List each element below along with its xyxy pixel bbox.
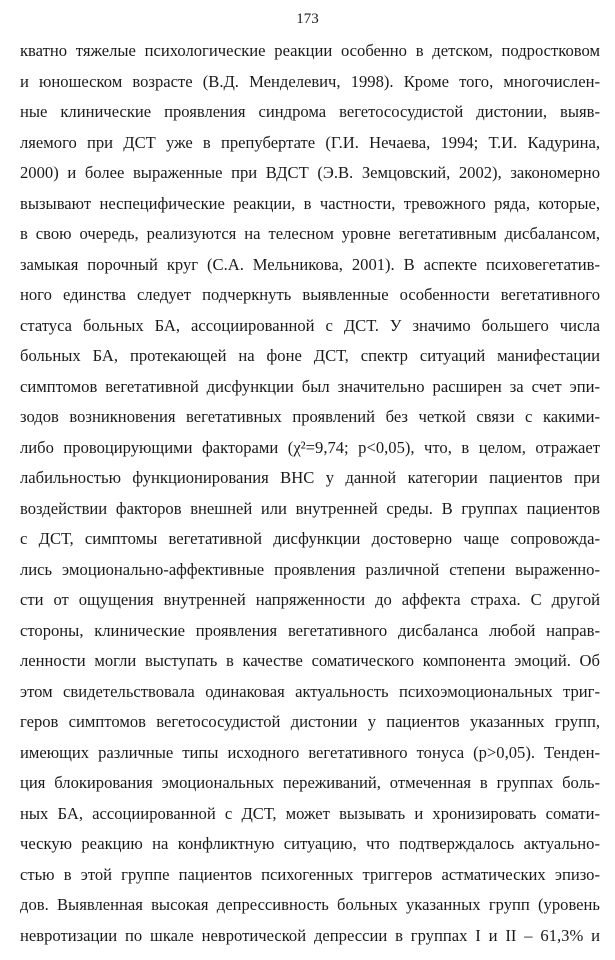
text-line: симптомов вегетативной дисфункции был значительно расширен за счет эпи- xyxy=(20,376,600,396)
text-line: ного единства следует подчеркнуть выявленные особенности вегетативного xyxy=(20,285,600,304)
text-line: в свою очередь, реализуются на телесном уровне вегетативным дисбалансом, xyxy=(20,224,600,243)
text-line: лись эмоционально-аффективные проявления различной степени выраженно- xyxy=(20,559,600,579)
text-line: зодов возникновения вегетативных проявлений без четкой связи с какими- xyxy=(20,407,600,426)
text-line: 2000) и более выраженные при ВДСТ (Э.В. Земцовский, 2002), закономерно xyxy=(20,163,600,182)
body-paragraph xyxy=(20,36,600,951)
text-line: стью в этой группе пациентов психогенных триггеров астматических эпизо- xyxy=(20,864,600,884)
text-line: ция блокирования эмоциональных переживаний, отмеченная в группах боль- xyxy=(20,773,600,792)
text-line: лабильностью функционирования ВНС у данной категории пациентов при xyxy=(20,468,600,487)
text-line: ческую реакцию на конфликтную ситуацию, что подтверждалось актуально- xyxy=(20,834,600,853)
text-line: замыкая порочный круг (С.А. Мельникова, 2001). В аспекте психовегетатив- xyxy=(20,254,600,274)
text-line: имеющих различные типы исходного вегетативного тонуса (p>0,05). Тенден- xyxy=(20,742,600,762)
text-line: стороны, клинические проявления вегетативного дисбаланса любой направ- xyxy=(20,620,600,640)
text-line: сти от ощущения внутренней напряженности до аффекта страха. С другой xyxy=(20,590,600,609)
text-line: ляемого при ДСТ уже в препубертате (Г.И. Нечаева, 1994; Т.И. Кадурина, xyxy=(20,132,600,152)
text-line: с ДСТ, симптомы вегетативной дисфункции достоверно чаще сопровожда- xyxy=(20,529,600,548)
text-line: больных БА, протекающей на фоне ДСТ, спектр ситуаций манифестации xyxy=(20,346,600,365)
text-line: ных БА, ассоциированной с ДСТ, может вызывать и хронизировать сомати- xyxy=(20,803,600,823)
text-line: воздействии факторов внешней или внутренней среды. В группах пациентов xyxy=(20,498,600,518)
text-line: невротизации по шкале невротической депрессии в группах I и II – 61,3% и xyxy=(20,925,600,945)
text-line: статуса больных БА, ассоциированной с ДСТ. У значимо большего числа xyxy=(20,315,600,335)
text-line: геров симптомов вегетососудистой дистонии у пациентов указанных групп, xyxy=(20,712,600,731)
text-line: ленности могли выступать в качестве соматического компонента эмоций. Об xyxy=(20,651,600,670)
text-line: дов. Выявленная высокая депрессивность больных указанных групп (уровень xyxy=(20,895,600,914)
text-line: вызывают неспецифические реакции, в частности, тревожного ряда, которые, xyxy=(20,193,600,213)
text-line: и юношеском возрасте (В.Д. Менделевич, 1998). Кроме того, многочислен- xyxy=(20,71,600,91)
text-line: либо провоцирующими факторами (χ²=9,74; p<0,05), что, в целом, отражает xyxy=(20,437,600,457)
text-line: ные клинические проявления синдрома вегетососудистой дистонии, выяв- xyxy=(20,102,600,121)
text-line: кватно тяжелые психологические реакции особенно в детском, подростковом xyxy=(20,41,600,60)
page-number: 173 xyxy=(296,11,319,27)
text-line: этом свидетельствовала одинаковая актуальность психоэмоциональных триг- xyxy=(20,681,600,701)
